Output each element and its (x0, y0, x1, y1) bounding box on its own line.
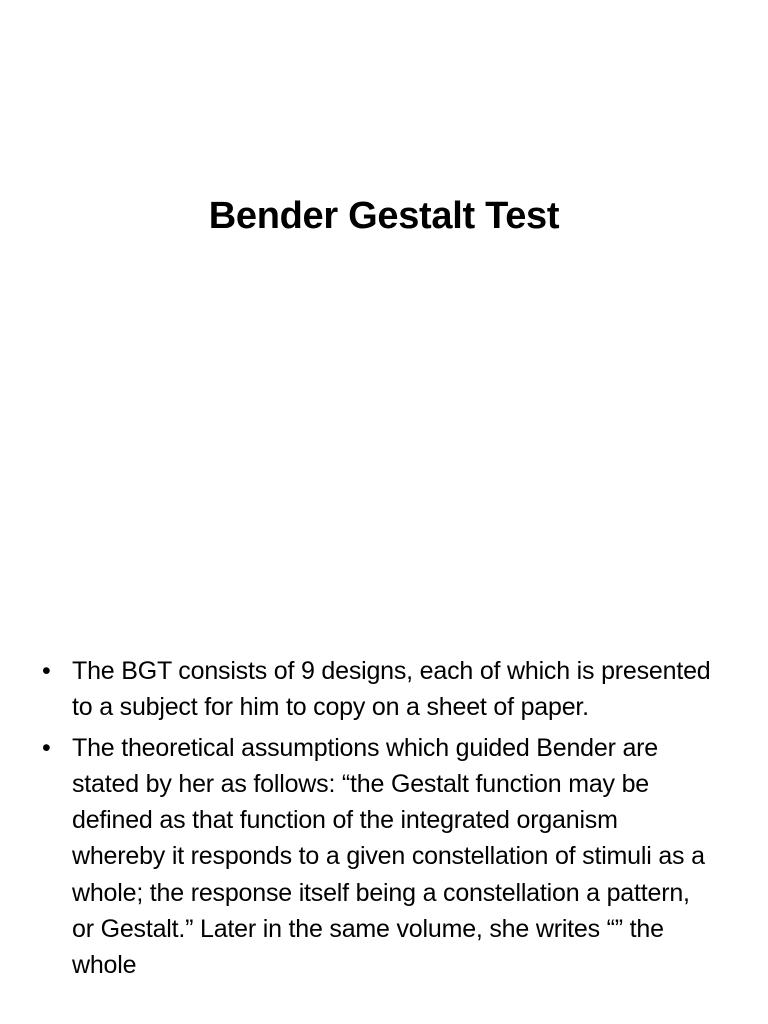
bullet-item (42, 730, 712, 984)
bullet-text: The theoretical assumptions which guided Bender are stated by her as follows: “the Gestalt function may be defined as that function of the integrated organism whereby it responds to a given constellation of stimuli as a whole; the response itself being a constellation a pattern, or Gestalt.” Later in the same volume, she writes “” the whole (72, 733, 705, 980)
bullet-dot: • (42, 733, 51, 762)
slide-title: Bender Gestalt Test (208, 195, 560, 237)
bullet-text: The BGT consists of 9 designs, each of which is presented to a subject for him to copy on a sheet of paper. (72, 657, 711, 722)
bullet-dot: • (42, 657, 51, 685)
bullet-item (42, 653, 712, 726)
bullet-list (42, 653, 712, 988)
